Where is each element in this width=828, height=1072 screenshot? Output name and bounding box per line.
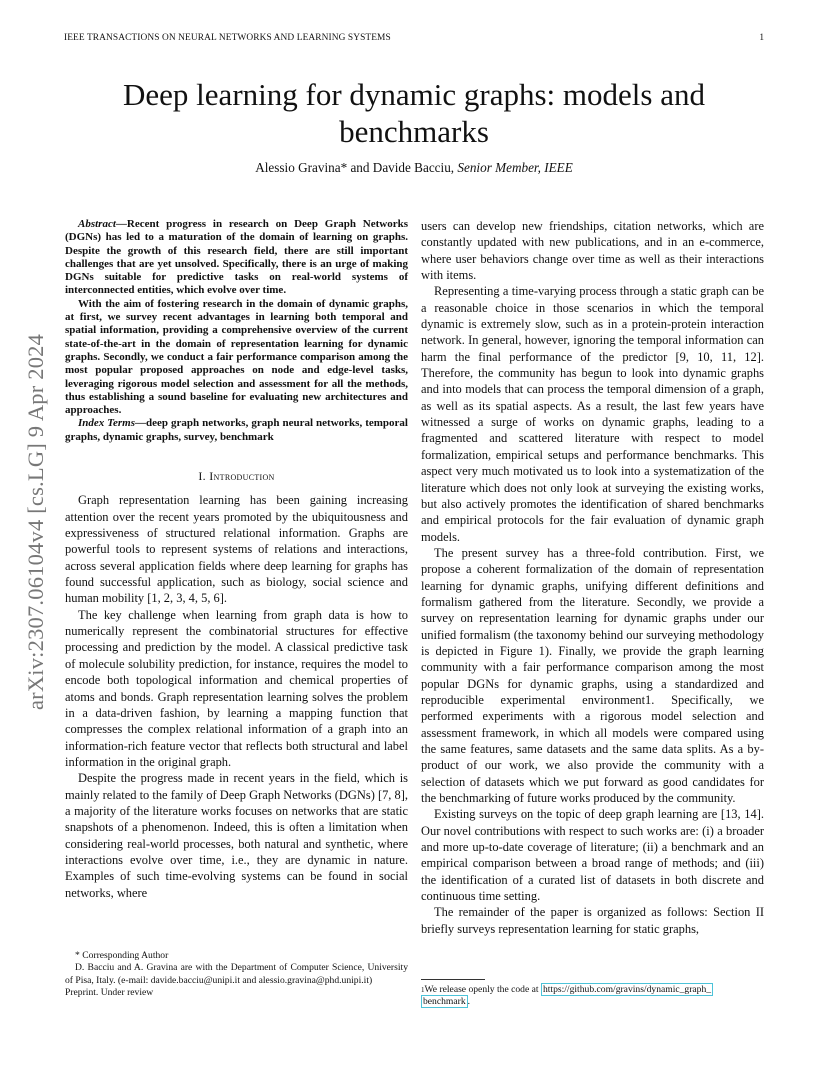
intro-paragraph-2: The key challenge when learning from graph data is how to numerically represent the combinatorial structures for effective processing and prediction by the model. A classical predictive task of molecule solubility prediction, for instance, requires the model to encode both topological information and chemical properties of atoms and bonds. Graph representation learning solves the problem in a data-driven fashion, by learning a mapping function that compresses the complex relational information of a graph into an information-rich feature vector that reflects both structural and label information in the original graph. bbox=[65, 607, 408, 769]
right-paragraph-4: Existing surveys on the topic of deep graph learning are [13, 14]. Our novel contributions with respect to such works are: (i) a broader and more up-to-date coverage of literature; (ii) a benchmark and an empirical comparison between a broad range of methods; and (iii) the identification of a curated list of datasets in both discrete and continuous time setting. bbox=[421, 807, 764, 904]
right-paragraph-5: The remainder of the paper is organized as follows: Section II briefly surveys representation learning for static graphs, bbox=[421, 905, 764, 936]
section-title: Introduction bbox=[209, 469, 275, 484]
intro-paragraph-3: Despite the progress made in recent years in the field, which is mainly related to the family of Deep Graph Networks (DGNs) [7, 8], a majority of the literature works focuses on networks that are static snapshots of a phenomenon. Indeed, this is often a limitation when considering real-world processes, both natural and synthetic, where interactions evolve over time, i.e., they are dynamic in nature. Examples of such time-evolving systems can be found in social networks, where bbox=[65, 771, 408, 900]
footnote-preprint: Preprint. Under review bbox=[65, 987, 154, 999]
arxiv-stamp-text: arXiv:2307.06104v4 [cs.LG] 9 Apr 2024 bbox=[23, 333, 49, 711]
index-terms-label: Index Terms bbox=[78, 417, 136, 430]
arxiv-stamp bbox=[12, 292, 60, 752]
footnote-left bbox=[65, 950, 408, 1000]
abstract-label: Abstract bbox=[78, 218, 116, 230]
paper-title: Deep learning for dynamic graphs: models and benchmarks bbox=[123, 77, 705, 149]
footnote-corresponding: * Corresponding Author bbox=[75, 950, 169, 961]
right-paragraph-1: users can develop new friendships, citation networks, which are constantly updated with new publications, and in an e-commerce, where user behaviors change over time as well as their interactions with items. bbox=[421, 219, 764, 283]
right-column bbox=[421, 218, 764, 937]
abstract-p1: —Recent progress in research on Deep Graph Networks (DGNs) has led to a maturation of the domain of learning on graphs. Despite the growth of this research field, there are still important challenges that are yet unsolved. Specifically, there is an urge of making DGNs suitable for predictive tasks on real-world systems of interconnected entities, which evolve over time. bbox=[65, 218, 408, 297]
footnote-marker: 1 bbox=[421, 986, 425, 994]
left-column bbox=[65, 218, 408, 901]
running-header: IEEE TRANSACTIONS ON NEURAL NETWORKS AND LEARNING SYSTEMS bbox=[64, 33, 391, 43]
right-paragraph-2: Representing a time-varying process through a static graph can be a reasonable choice in those scenarios in which the temporal dynamic is extremely slow, such as in a protein-protein interaction network. In general, however, ignoring the temporal information can harm the final performance of the predictor [9, 10, 11, 12]. Therefore, the community has begun to look into dynamic graphs and into models that can process the temporal dimension of a graph, as well as its spatial aspects. As a result, the last few years have witnessed a surge of works on dynamic graphs, leading to a fragmented and scattered literature with respect to model formalization, empirical setups and performance benchmarks. This aspect very much motivated us to look into a systematization of the literature which does not only look at surveying the existing works, but also actively promotes the identification of shared benchmarks and empirical protocols for the fair evaluation of dynamic graph models. bbox=[421, 284, 764, 544]
section-number: I. bbox=[198, 469, 206, 484]
footnote-rule bbox=[421, 979, 485, 980]
footnote-right bbox=[421, 979, 766, 1008]
footnote-affiliation: D. Bacciu and A. Gravina are with the Department of Computer Science, University of Pisa, Italy. (e-mail: davide.bacciu@unipi.it and alessio.gravina@phd.unipi.it) bbox=[65, 962, 408, 986]
index-terms bbox=[65, 417, 408, 444]
author-names: Alessio Gravina* and Davide Bacciu, bbox=[255, 160, 455, 175]
authors bbox=[64, 160, 764, 176]
index-terms-text: —deep graph networks, graph neural networks, temporal graphs, dynamic graphs, survey, benchmark bbox=[65, 417, 408, 443]
footnote-end: . bbox=[467, 996, 471, 1008]
right-paragraph-3: The present survey has a three-fold contribution. First, we propose a coherent formalization of the domain of representation learning for dynamic graphs, unifying different definitions and formalism gathered from the literature. Secondly, we provide a survey on representation learning for dynamic graphs under our unified formalism (the taxonomy behind our surveying methodology is depicted in Figure 1). Finally, we provide the graph learning community with a fair performance comparison among the most popular DGNs for dynamic graphs, using a standardized and reproducible experimental environment1. Specifically, we performed experiments with a rigorous model selection and assessment framework, in which all models were compared using the same features, same datasets and the same data splits. As a by-product of our work, we also provide the community with a selection of datasets which we put forward as good candidates for the benchmarking of future works produced by the community. bbox=[421, 545, 764, 806]
code-link[interactable]: https://github.com/gravins/dynamic_graph_ bbox=[542, 984, 712, 995]
intro-paragraph-1: Graph representation learning has been gaining increasing attention over the recent years promoted by the ubiquitousness and expressiveness of structured relational information. Graphs are powerful tools to represent systems of relations and interactions, across several application fields where deep learning for graphs has found successful application, such as biology, social science and human mobility [1, 2, 3, 4, 5, 6]. bbox=[65, 493, 408, 606]
footnote-text: We release openly the code at bbox=[424, 984, 541, 995]
code-link-continued[interactable]: benchmark bbox=[423, 996, 466, 1008]
abstract-p2: With the aim of fostering research in the domain of dynamic graphs, at first, we survey recent advantages in learning both temporal and spatial information, providing a comprehensive overview of the current state-of-the-art in the domain of representation learning for dynamic graphs. Secondly, we conduct a fair performance comparison among the most popular proposed approaches on node and edge-level tasks, leveraging rigorous model selection and assessment for all the methods, thus establishing a sound baseline for evaluating new architectures and approaches. bbox=[65, 297, 408, 417]
author-role: Senior Member, IEEE bbox=[457, 160, 573, 175]
section-heading bbox=[65, 468, 408, 484]
page-number: 1 bbox=[759, 33, 764, 43]
abstract bbox=[65, 218, 408, 444]
